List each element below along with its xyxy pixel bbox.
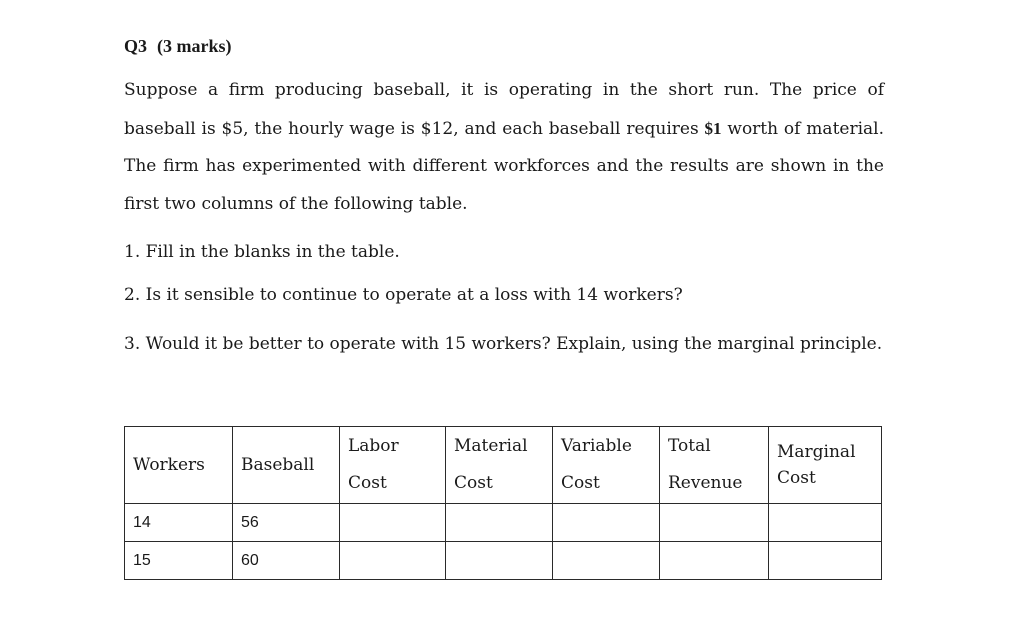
header-labor-cost [340, 427, 446, 504]
cell-total-revenue-blank [660, 542, 769, 580]
cell-variable-cost-blank [553, 504, 660, 542]
header-total-revenue [660, 427, 769, 504]
header-workers: Workers [125, 427, 233, 504]
header-marginal-cost [769, 427, 882, 504]
header-total-line-2: Revenue [668, 473, 743, 493]
header-material-cost [446, 427, 553, 504]
cost-table [124, 426, 882, 580]
table-row [125, 504, 882, 542]
intro-bold-amount: $1 [704, 118, 722, 138]
intro-text-part-2: worth of material. The firm has experimented with different workforces and the results are shown in the first two columns of the following table. [124, 118, 884, 214]
header-variable-cost [553, 427, 660, 504]
cell-baseball: 56 [233, 504, 340, 542]
header-baseball: Baseball [233, 427, 340, 504]
cell-material-cost-blank [446, 504, 553, 542]
cell-marginal-cost-blank [769, 504, 882, 542]
header-total-line-1: Total [668, 436, 711, 456]
cell-variable-cost-blank [553, 542, 660, 580]
question-number: Q3 [124, 36, 148, 56]
header-labor-line-1: Labor [348, 436, 399, 456]
header-labor-line-2: Cost [348, 473, 387, 493]
cell-workers: 15 [125, 542, 233, 580]
question-item-2: 2. Is it sensible to continue to operate at a loss with 14 workers? [124, 285, 683, 305]
question-item-3: 3. Would it be better to operate with 15 workers? Explain, using the marginal principle. [124, 334, 883, 354]
cell-total-revenue-blank [660, 504, 769, 542]
header-marginal-line-1: Marginal [777, 442, 856, 462]
cell-labor-cost-blank [340, 504, 446, 542]
table-row [125, 542, 882, 580]
header-material-line-1: Material [454, 436, 528, 456]
question-item-1: 1. Fill in the blanks in the table. [124, 242, 400, 262]
cell-labor-cost-blank [340, 542, 446, 580]
header-variable-line-1: Variable [561, 436, 632, 456]
cell-marginal-cost-blank [769, 542, 882, 580]
question-intro-paragraph [124, 72, 884, 223]
cell-material-cost-blank [446, 542, 553, 580]
header-marginal-line-2: Cost [777, 468, 816, 488]
header-material-line-2: Cost [454, 473, 493, 493]
table-header-row [125, 427, 882, 504]
cell-workers: 14 [125, 504, 233, 542]
question-heading [124, 36, 232, 57]
intro-text-part-1: Suppose a firm producing baseball, it is operating in the short run. The price of baseball is $5, the hourly wage is $12, and each baseball requires [124, 80, 884, 139]
question-marks: (3 marks) [157, 36, 232, 56]
cell-baseball: 60 [233, 542, 340, 580]
header-variable-line-2: Cost [561, 473, 600, 493]
